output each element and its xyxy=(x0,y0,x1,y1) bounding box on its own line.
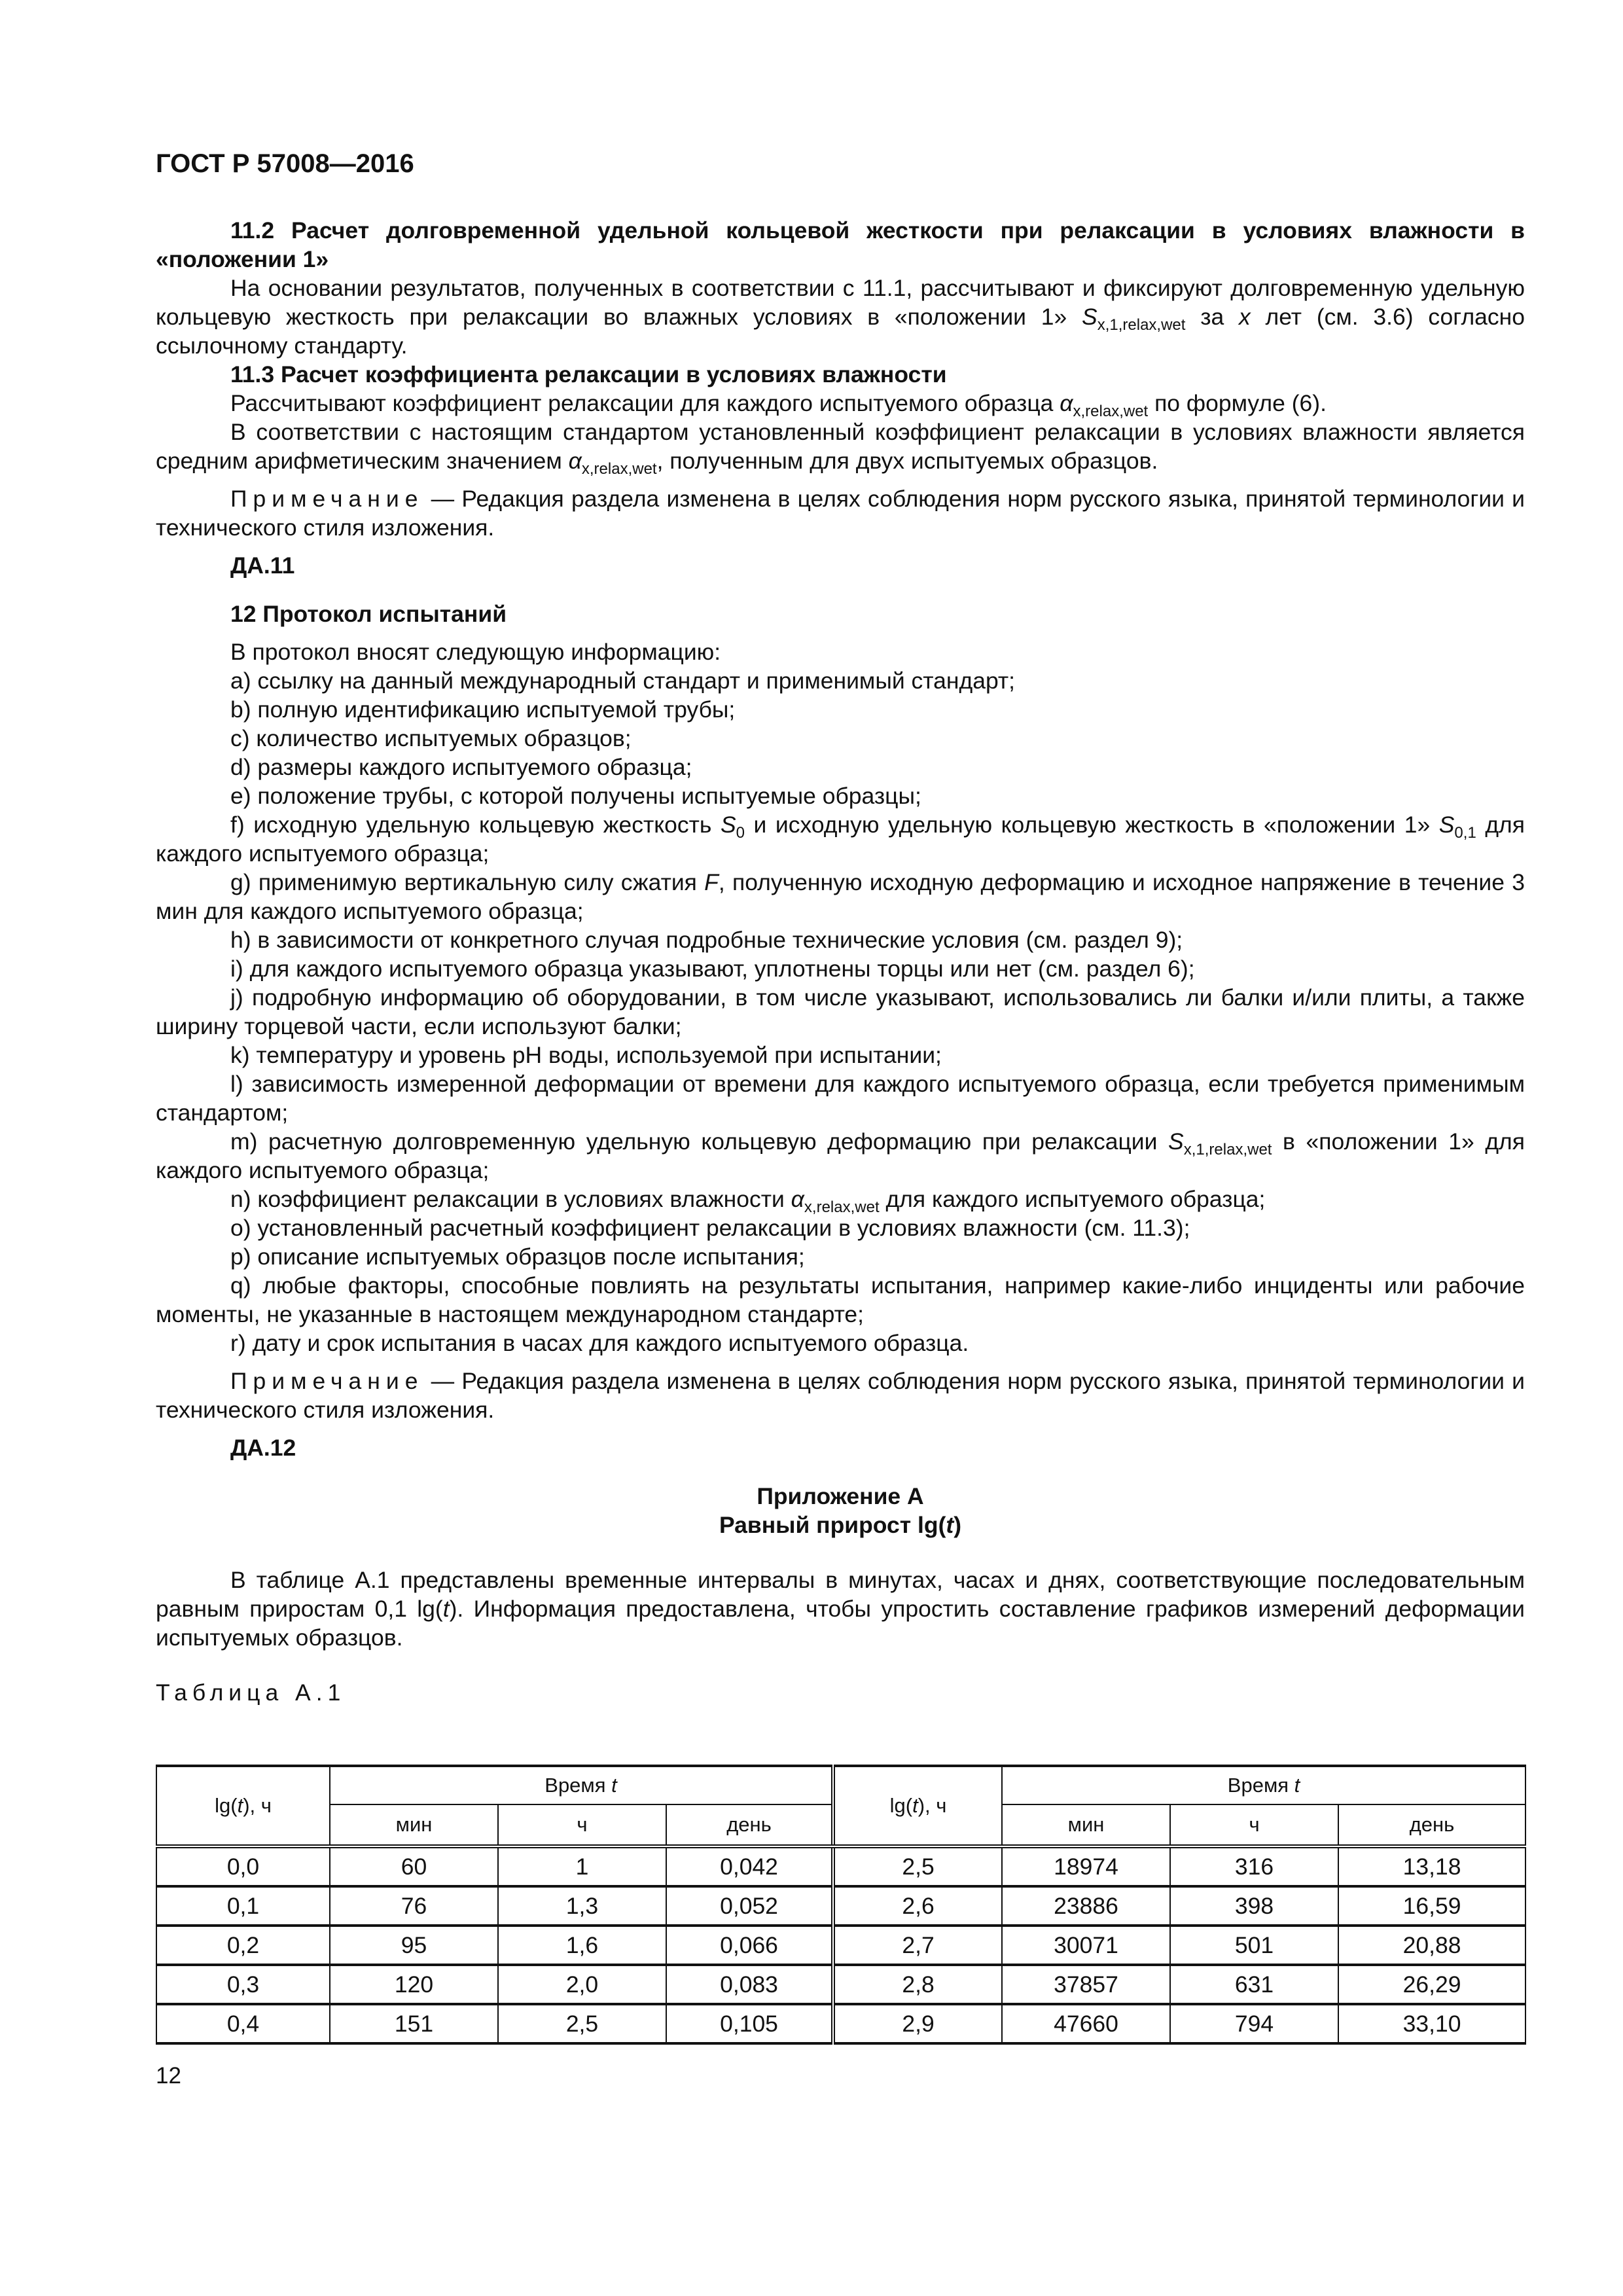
cell: 76 xyxy=(330,1886,498,1926)
subscript: x,relax,wet xyxy=(1073,403,1149,420)
note-label: Примечание xyxy=(230,1368,424,1394)
symbol: x xyxy=(1239,304,1251,330)
cell: 33,10 xyxy=(1338,2004,1525,2043)
cell: 2,5 xyxy=(498,2004,666,2043)
cell: 0,066 xyxy=(666,1926,833,1965)
header-hours: ч xyxy=(1170,1804,1338,1846)
text: В соответствии с настоящим стандартом установленный коэффициент релаксации в условиях влажности является средним арифметическим значением xyxy=(156,419,1525,474)
list-item-j: j) подробную информацию об оборудовании, в том числе указывают, использовались ли балки и/или плиты, а также ширину торцевой части, если используют балки; xyxy=(156,984,1525,1039)
cell: 0,042 xyxy=(666,1846,833,1886)
cell: 1,3 xyxy=(498,1886,666,1926)
cell: 0,083 xyxy=(666,1965,833,2004)
subscript: x,relax,wet xyxy=(804,1198,880,1216)
symbol: t xyxy=(611,1774,617,1797)
table-caption: Таблица А.1 xyxy=(156,1679,346,1706)
symbol: S xyxy=(720,812,736,838)
list-item-g xyxy=(156,868,1525,925)
list-item-h: h) в зависимости от конкретного случая подробные технические условия (см. раздел 9); xyxy=(230,927,1183,953)
symbol: t xyxy=(946,1512,954,1538)
header-day: день xyxy=(666,1804,833,1846)
subscript: x,1,relax,wet xyxy=(1097,316,1186,334)
note-text: — Редакция раздела изменена в целях соблюдения норм русского языка, принятой терминологии и технического стиля изложения. xyxy=(156,1368,1525,1423)
list-item-a: a) ссылку на данный международный стандарт и применимый стандарт; xyxy=(230,668,1016,694)
header-lg xyxy=(156,1766,330,1846)
list-item-f xyxy=(156,810,1525,868)
symbol: t xyxy=(912,1794,918,1817)
table-a1 xyxy=(156,1765,1526,2045)
text: лет (см. 3.6) согласно ссылочному стандарту. xyxy=(156,304,1525,359)
note-label: Примечание xyxy=(230,486,424,512)
note-text: — Редакция раздела изменена в целях соблюдения норм русского языка, принятой терминологии и технического стиля изложения. xyxy=(156,486,1525,541)
cell: 0,4 xyxy=(156,2004,330,2043)
list-item-m xyxy=(156,1127,1525,1185)
list-item-o: o) установленный расчетный коэффициент релаксации в условиях влажности (см. 11.3); xyxy=(230,1215,1190,1241)
subscript: x,relax,wet xyxy=(581,460,657,478)
header-day: день xyxy=(1338,1804,1525,1846)
text: В таблице А.1 представлены временные интервалы в минутах, часах и днях, соответствующие последовательным равным приростам 0,1 lg( xyxy=(156,1567,1525,1622)
text: lg( xyxy=(889,1794,913,1817)
list-item-e: e) положение трубы, с которой получены испытуемые образцы; xyxy=(230,783,921,809)
table-row xyxy=(156,2004,1525,2043)
text: ) xyxy=(954,1512,962,1538)
text: за xyxy=(1185,304,1239,330)
text: в «положении 1» для каждого испытуемого образца; xyxy=(156,1128,1525,1183)
list-item-i: i) для каждого испытуемого образца указывают, уплотнены торцы или нет (см. раздел 6); xyxy=(230,956,1195,982)
cell: 0,052 xyxy=(666,1886,833,1926)
section-11-3-paragraph-1 xyxy=(156,389,1525,418)
cell: 2,0 xyxy=(498,1965,666,2004)
text: n) коэффициент релаксации в условиях влажности xyxy=(230,1186,791,1212)
text: ), ч xyxy=(243,1794,272,1817)
cell: 0,2 xyxy=(156,1926,330,1965)
cell: 95 xyxy=(330,1926,498,1965)
list-item-k: k) температуру и уровень pH воды, используемой при испытании; xyxy=(230,1042,942,1068)
cell: 120 xyxy=(330,1965,498,2004)
subscript: x,1,relax,wet xyxy=(1183,1141,1272,1158)
cell: 1 xyxy=(498,1846,666,1886)
amendment-label-da11: ДА.11 xyxy=(230,552,295,579)
symbol: t xyxy=(442,1596,450,1622)
amendment-label-da12: ДА.12 xyxy=(230,1435,296,1461)
symbol: t xyxy=(237,1794,243,1817)
cell: 16,59 xyxy=(1338,1886,1525,1926)
text: Время xyxy=(544,1774,612,1797)
list-item-c: c) количество испытуемых образцов; xyxy=(230,725,632,751)
cell: 2,6 xyxy=(833,1886,1002,1926)
table-row xyxy=(156,1965,1525,2004)
symbol: S xyxy=(1168,1128,1184,1155)
cell: 20,88 xyxy=(1338,1926,1525,1965)
text: m) расчетную долговременную удельную кольцевую деформацию при релаксации xyxy=(230,1128,1169,1155)
text: g) применимую вертикальную силу сжатия xyxy=(230,869,705,895)
section-11-3-paragraph-2 xyxy=(156,418,1525,478)
text: lg( xyxy=(215,1794,238,1817)
list-item-q: q) любые факторы, способные повлиять на результаты испытания, например какие-либо инциденты или рабочие моменты, не указанные в настоящем международном стандарте; xyxy=(156,1272,1525,1327)
section-12-intro: В протокол вносят следующую информацию: xyxy=(230,639,721,665)
cell: 26,29 xyxy=(1338,1965,1525,2004)
list-item-n xyxy=(156,1185,1525,1216)
symbol: S xyxy=(1082,304,1097,330)
cell: 23886 xyxy=(1002,1886,1170,1926)
note-1 xyxy=(156,484,1525,542)
document-body xyxy=(156,216,1525,1707)
list-item-b: b) полную идентификацию испытуемой трубы; xyxy=(230,696,736,723)
text: для каждого испытуемого образца; xyxy=(156,812,1525,867)
subscript: 0,1 xyxy=(1454,824,1476,842)
cell: 60 xyxy=(330,1846,498,1886)
cell: 398 xyxy=(1170,1886,1338,1926)
symbol: t xyxy=(1294,1774,1300,1797)
symbol: S xyxy=(1438,812,1455,838)
text: Равный прирост lg( xyxy=(719,1512,946,1538)
cell: 2,5 xyxy=(833,1846,1002,1886)
symbol: α xyxy=(1060,390,1073,416)
table-row xyxy=(156,1926,1525,1965)
section-11-3-title: 11.3 Расчет коэффициента релаксации в условиях влажности xyxy=(230,361,947,387)
cell: 13,18 xyxy=(1338,1846,1525,1886)
header-time xyxy=(1002,1766,1525,1804)
cell: 0,105 xyxy=(666,2004,833,2043)
text: ). Информация предоставлена, чтобы упростить составление графиков измерений деформации испытуемых образцов. xyxy=(156,1596,1525,1651)
cell: 2,8 xyxy=(833,1965,1002,2004)
cell: 0,3 xyxy=(156,1965,330,2004)
subscript: 0 xyxy=(736,824,745,842)
text: по формуле (6). xyxy=(1148,390,1327,416)
symbol: α xyxy=(791,1186,804,1212)
text: и исходную удельную кольцевую жесткость в «положении 1» xyxy=(744,812,1439,838)
document-header: ГОСТ Р 57008—2016 xyxy=(156,149,414,178)
note-2 xyxy=(156,1367,1525,1424)
cell: 794 xyxy=(1170,2004,1338,2043)
text: для каждого испытуемого образца; xyxy=(879,1186,1266,1212)
text: ), ч xyxy=(918,1794,947,1817)
appendix-subtitle xyxy=(156,1511,1525,1539)
text: f) исходную удельную кольцевую жесткость xyxy=(230,812,721,838)
cell: 631 xyxy=(1170,1965,1338,2004)
cell: 316 xyxy=(1170,1846,1338,1886)
symbol: α xyxy=(568,448,582,474)
header-hours: ч xyxy=(498,1804,666,1846)
text: На основании результатов, полученных в соответствии с 11.1, рассчитывают и фиксируют долговременную удельную кольцевую жесткость при релаксации во влажных условиях в «положении 1» xyxy=(156,275,1525,330)
cell: 47660 xyxy=(1002,2004,1170,2043)
cell: 30071 xyxy=(1002,1926,1170,1965)
text: Время xyxy=(1227,1774,1294,1797)
text: , полученным для двух испытуемых образцов. xyxy=(656,448,1158,474)
cell: 2,9 xyxy=(833,2004,1002,2043)
section-11-2-paragraph xyxy=(156,274,1525,360)
header-min: мин xyxy=(1002,1804,1170,1846)
cell: 151 xyxy=(330,2004,498,2043)
header-time xyxy=(330,1766,833,1804)
list-item-r: r) дату и срок испытания в часах для каждого испытуемого образца. xyxy=(230,1330,969,1356)
cell: 1,6 xyxy=(498,1926,666,1965)
table-row xyxy=(156,1886,1525,1926)
list-item-p: p) описание испытуемых образцов после испытания; xyxy=(230,1244,805,1270)
cell: 37857 xyxy=(1002,1965,1170,2004)
appendix-title: Приложение А xyxy=(757,1483,924,1509)
appendix-paragraph xyxy=(156,1566,1525,1652)
header-lg xyxy=(833,1766,1002,1846)
text: , полученную исходную деформацию и исходное напряжение в течение 3 мин для каждого испытуемого образца; xyxy=(156,869,1525,924)
list-item-d: d) размеры каждого испытуемого образца; xyxy=(230,754,692,780)
cell: 0,1 xyxy=(156,1886,330,1926)
page-number: 12 xyxy=(156,2063,181,2089)
table-header-row xyxy=(156,1766,1525,1804)
list-item-l: l) зависимость измеренной деформации от времени для каждого испытуемого образца, если требуется применимым стандартом; xyxy=(156,1071,1525,1126)
cell: 501 xyxy=(1170,1926,1338,1965)
section-11-2-title: 11.2 Расчет долговременной удельной кольцевой жесткости при релаксации в условиях влажности в «положении 1» xyxy=(156,217,1525,272)
cell: 18974 xyxy=(1002,1846,1170,1886)
text: Рассчитывают коэффициент релаксации для каждого испытуемого образца xyxy=(230,390,1060,416)
symbol: F xyxy=(704,869,719,895)
cell: 2,7 xyxy=(833,1926,1002,1965)
table-row xyxy=(156,1846,1525,1886)
cell: 0,0 xyxy=(156,1846,330,1886)
header-min: мин xyxy=(330,1804,498,1846)
section-12-title: 12 Протокол испытаний xyxy=(230,601,507,627)
